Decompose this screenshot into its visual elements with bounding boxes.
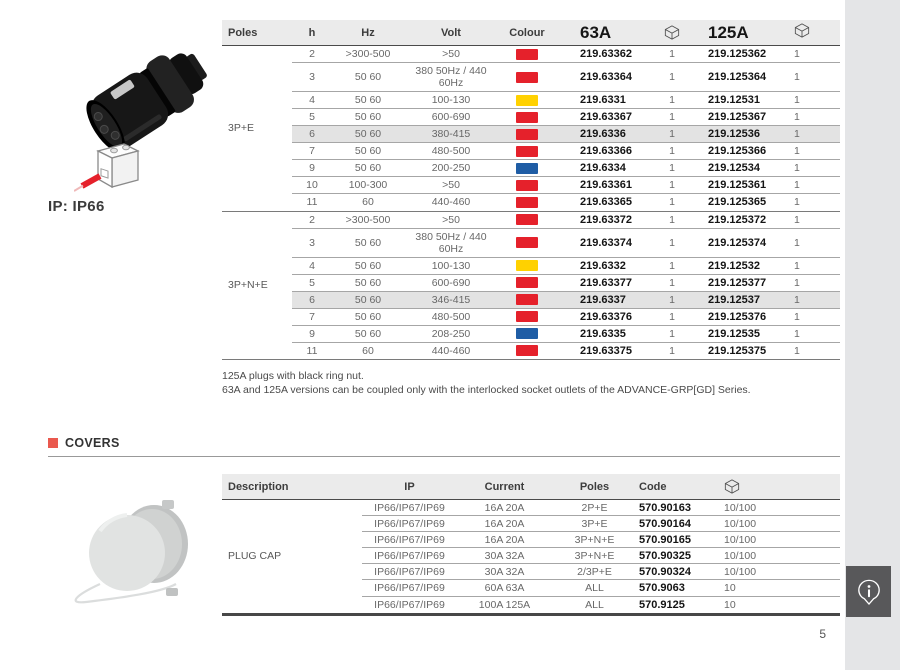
cell-qty-63a: 1 [669,128,675,140]
cell-code-63a: 219.6332 [580,259,626,272]
table-row [292,109,840,126]
cell-h: 3 [309,236,315,249]
covers-table [222,474,840,616]
cell-code-63a: 219.6336 [580,128,626,140]
terminal-wiring-icon [74,138,150,200]
cell-volt: 600-690 [431,111,471,123]
cell-hz: 60 [362,344,374,357]
cell-code: 570.90324 [639,565,691,578]
covers-rows [362,500,840,613]
colour-swatch-red [516,146,538,157]
cell-code-63a: 219.63361 [580,179,632,191]
cell-colour [498,72,556,83]
col-header-volt: Volt [441,26,461,39]
cell-current: 60A 63A [484,582,525,595]
cell-qty-63a: 1 [669,344,675,357]
cell-volt: 600-690 [431,276,471,289]
cell-qty-63a: 1 [669,94,675,106]
cell-qty-63a: 1 [669,327,675,340]
cell-qty-125a: 1 [794,276,800,289]
cell-qty-63a: 1 [669,71,675,83]
cell-h: 7 [309,310,315,323]
col-header-qty-63a [652,25,692,40]
cell-volt: >50 [442,179,460,191]
col-header-colour: Colour [509,26,545,39]
cell-h: 6 [309,128,315,140]
cell-code-63a: 219.63374 [580,236,632,249]
table-row [292,212,840,229]
table-row [292,177,840,194]
table-row [292,160,840,177]
cell-qty-125a: 1 [794,196,800,209]
cell-qty-125a: 1 [794,259,800,272]
col-header-qty [722,479,805,494]
colour-swatch-blue [516,163,538,174]
cell-ip: IP66/IP67/IP69 [374,565,445,578]
cell-qty: 10/100 [724,501,757,514]
cell-qty: 10 [724,582,736,595]
cell-volt: 440-460 [431,196,471,209]
cell-code-125a: 219.12537 [708,293,760,306]
cell-qty: 10/100 [724,533,757,546]
col-header-qty-125a [792,23,840,43]
package-icon [724,479,740,494]
cell-volt: 380 50Hz / 440 60Hz [415,65,487,89]
cell-h: 4 [309,259,315,272]
table-row [292,194,840,211]
covers-table-row [362,500,840,516]
table-row [292,92,840,109]
cell-code-125a: 219.125364 [708,71,767,83]
colour-swatch-red [516,129,538,140]
cell-volt: 100-130 [431,94,471,106]
cell-qty: 10/100 [724,565,757,578]
cell-colour [498,180,556,191]
cell-qty: 10/100 [724,549,757,562]
cell-ip: IP66/IP67/IP69 [374,501,445,514]
covers-table-row [362,532,840,548]
cell-qty-125a: 1 [794,111,800,123]
table-row [292,63,840,92]
col-header-63a: 63A [580,22,612,42]
cell-poles: 2P+E [581,501,608,514]
covers-table-row [362,580,840,596]
footnote-2: 63A and 125A versions can be coupled only with the interlocked socket outlets of the ADVANCE-GRP[GD] Series. [222,384,751,396]
cell-hz: 50 60 [354,259,382,272]
cell-code-63a: 219.63367 [580,111,632,123]
cell-hz: 50 60 [354,276,382,289]
cell-colour [498,277,556,288]
section-rows [292,46,840,211]
cell-code-125a: 219.12535 [708,327,760,340]
cell-qty-63a: 1 [669,276,675,289]
cell-code-63a: 219.6335 [580,327,626,340]
col-header-125a: 125A [708,22,749,42]
cell-volt: 480-500 [431,310,471,323]
cell-code-125a: 219.12536 [708,128,760,140]
cell-colour [498,328,556,339]
poles-section [222,46,840,212]
plugs-table-header [222,20,840,46]
cell-ip: IP66/IP67/IP69 [374,582,445,595]
cell-poles: ALL [585,598,604,611]
cell-qty-63a: 1 [669,310,675,323]
colour-swatch-red [516,237,538,248]
cell-volt: 100-130 [431,259,471,272]
cell-qty-63a: 1 [669,145,675,157]
cell-poles: 2/3P+E [577,565,612,578]
poles-group-label: 3P+E [228,122,254,135]
table-row [292,292,840,309]
cell-code: 570.90325 [639,549,691,562]
cell-code-63a: 219.63366 [580,145,632,157]
cell-qty-125a: 1 [794,94,800,106]
colour-swatch-red [516,311,538,322]
cell-qty-63a: 1 [669,213,675,226]
cell-code: 570.90163 [639,501,691,514]
cell-hz: 100-300 [348,179,388,191]
cell-current: 16A 20A [484,533,525,546]
cell-ip: IP66/IP67/IP69 [374,549,445,562]
cell-volt: 200-250 [431,162,471,174]
table-row [292,326,840,343]
cell-code-125a: 219.125375 [708,344,767,357]
cell-hz: 50 60 [354,111,382,123]
cell-current: 16A 20A [484,501,525,514]
colour-swatch-yellow [516,95,538,106]
cell-code-63a: 219.63376 [580,310,632,323]
covers-section-title [48,436,120,450]
cell-code-63a: 219.63372 [580,213,632,226]
cell-h: 5 [309,111,315,123]
cell-current: 100A 125A [478,598,531,611]
cell-qty-63a: 1 [669,111,675,123]
plugs-table [222,20,840,397]
covers-table-header [222,474,840,500]
cell-code-125a: 219.125366 [708,145,767,157]
cell-qty-63a: 1 [669,236,675,249]
cell-colour [498,129,556,140]
cell-hz: 50 60 [354,327,382,340]
cell-code: 570.9063 [639,582,685,595]
covers-table-row [362,597,840,613]
cell-code-125a: 219.12532 [708,259,760,272]
cell-colour [498,112,556,123]
cell-code-125a: 219.125372 [708,213,767,226]
cell-code-125a: 219.125374 [708,236,767,249]
col-header-current: Current [484,480,525,493]
colour-swatch-red [516,180,538,191]
cell-code: 570.90164 [639,517,691,530]
cell-qty-125a: 1 [794,128,800,140]
colour-swatch-yellow [516,260,538,271]
col-header-code: Code [639,480,667,493]
cell-code-125a: 219.125377 [708,276,767,289]
package-icon [794,23,810,38]
cell-current: 16A 20A [484,517,525,530]
footnote-1: 125A plugs with black ring nut. [222,370,364,382]
cell-code-63a: 219.63377 [580,276,632,289]
cell-h: 11 [306,196,318,209]
cell-code-63a: 219.6337 [580,293,626,306]
cell-hz: 50 60 [354,145,382,157]
cell-volt: >50 [442,48,460,60]
cell-code-63a: 219.6334 [580,162,626,174]
cell-ip: IP66/IP67/IP69 [374,533,445,546]
table-row [292,275,840,292]
section-bullet-square [48,438,58,448]
ip-rating-label: IP: IP66 [48,198,105,215]
cell-qty-125a: 1 [794,179,800,191]
cell-code: 570.9125 [639,598,685,611]
cell-qty-63a: 1 [669,162,675,174]
table-row [292,126,840,143]
cell-qty-125a: 1 [794,327,800,340]
cell-h: 4 [309,94,315,106]
cell-code-125a: 219.125365 [708,196,767,209]
cell-colour [498,163,556,174]
cell-poles: ALL [585,582,604,595]
cell-code-63a: 219.63375 [580,344,632,357]
cell-current: 30A 32A [484,549,525,562]
plugs-table-body [222,46,840,360]
cell-hz: 60 [362,196,374,209]
poles-group-label: 3P+N+E [228,279,268,292]
cell-qty-125a: 1 [794,71,800,83]
info-icon [853,574,885,610]
cell-qty: 10 [724,598,736,611]
covers-table-row [362,516,840,532]
cell-h: 6 [309,293,315,306]
cell-qty-125a: 1 [794,145,800,157]
cell-volt: 440-460 [431,344,471,357]
covers-table-row [362,548,840,564]
covers-divider-rule [48,456,840,457]
cell-hz: 50 60 [354,94,382,106]
colour-swatch-red [516,345,538,356]
cell-volt: 380-415 [431,128,471,140]
colour-swatch-red [516,197,538,208]
cell-qty-125a: 1 [794,293,800,306]
table-row [292,309,840,326]
col-header-ip: IP [404,480,415,493]
col-header-h: h [308,26,316,39]
col-header-hz: Hz [361,26,375,39]
cell-colour [498,197,556,208]
cell-code-63a: 219.63362 [580,48,632,60]
cell-volt: 480-500 [431,145,471,157]
cell-hz: >300-500 [345,48,391,60]
cell-volt: 346-415 [431,293,471,306]
cell-qty-63a: 1 [669,179,675,191]
cell-qty-63a: 1 [669,259,675,272]
cell-qty-125a: 1 [794,344,800,357]
cell-code-125a: 219.125367 [708,111,767,123]
cell-qty-125a: 1 [794,213,800,226]
cell-hz: 50 60 [354,162,382,174]
cell-code: 570.90165 [639,533,691,546]
section-rows [292,212,840,360]
cell-hz: 50 60 [354,293,382,306]
cell-qty-125a: 1 [794,162,800,174]
cell-ip: IP66/IP67/IP69 [374,598,445,611]
cell-hz: 50 60 [354,128,382,140]
cell-hz: 50 60 [354,310,382,323]
covers-table-body [222,500,840,616]
col-header-poles: Poles [579,480,610,493]
cell-h: 10 [306,179,318,191]
package-icon [664,25,680,40]
colour-swatch-red [516,49,538,60]
info-button[interactable] [846,566,891,617]
colour-swatch-blue [516,328,538,339]
colour-swatch-red [516,294,538,305]
cell-qty-125a: 1 [794,236,800,249]
covers-title-text: COVERS [65,436,120,450]
table-footnotes [222,369,840,397]
col-header-poles: Poles [228,26,258,39]
cell-h: 9 [309,162,315,174]
cell-colour [498,214,556,225]
cell-hz: >300-500 [345,213,391,226]
cell-colour [498,146,556,157]
cell-h: 2 [309,213,315,226]
cell-qty-63a: 1 [669,48,675,60]
cell-colour [498,294,556,305]
cell-qty-125a: 1 [794,48,800,60]
cell-code-125a: 219.12531 [708,94,760,106]
cell-poles: 3P+N+E [574,533,615,546]
covers-table-row [362,564,840,580]
colour-swatch-red [516,277,538,288]
colour-swatch-red [516,214,538,225]
cell-code-63a: 219.6331 [580,94,626,106]
cell-volt: 380 50Hz / 440 60Hz [415,230,487,255]
cell-h: 5 [309,276,315,289]
cell-code-125a: 219.125361 [708,179,767,191]
cell-colour [498,237,556,248]
cell-poles: 3P+E [581,517,608,530]
cell-code-63a: 219.63364 [580,71,632,83]
cell-qty-125a: 1 [794,310,800,323]
cell-h: 7 [309,145,315,157]
cell-colour [498,311,556,322]
cell-qty: 10/100 [724,517,757,530]
table-row [292,46,840,63]
cell-h: 9 [309,327,315,340]
cell-colour [498,345,556,356]
plug-cap-product-photo [70,496,198,612]
cell-volt: 208-250 [431,327,471,340]
table-row [292,343,840,360]
cell-hz: 50 60 [354,236,382,249]
table-row [292,143,840,160]
cell-h: 2 [309,48,315,60]
colour-swatch-red [516,72,538,83]
cell-code-125a: 219.12534 [708,162,760,174]
cell-qty-63a: 1 [669,196,675,209]
cell-colour [498,260,556,271]
covers-description: PLUG CAP [228,550,282,563]
col-header-description: Description [228,480,289,493]
cell-code-63a: 219.63365 [580,196,632,209]
colour-swatch-red [516,112,538,123]
cell-colour [498,95,556,106]
table-row [292,229,840,258]
cell-colour [498,49,556,60]
cell-h: 3 [309,71,315,83]
cell-h: 11 [306,344,318,357]
cell-qty-63a: 1 [669,293,675,306]
poles-section [222,212,840,361]
cell-current: 30A 32A [484,565,525,578]
cell-ip: IP66/IP67/IP69 [374,517,445,530]
cell-hz: 50 60 [354,71,382,83]
table-row [292,258,840,275]
cell-code-125a: 219.125362 [708,48,767,60]
cell-code-125a: 219.125376 [708,310,767,323]
cell-poles: 3P+N+E [574,549,615,562]
page-number: 5 [819,627,826,641]
cell-volt: >50 [442,213,460,226]
